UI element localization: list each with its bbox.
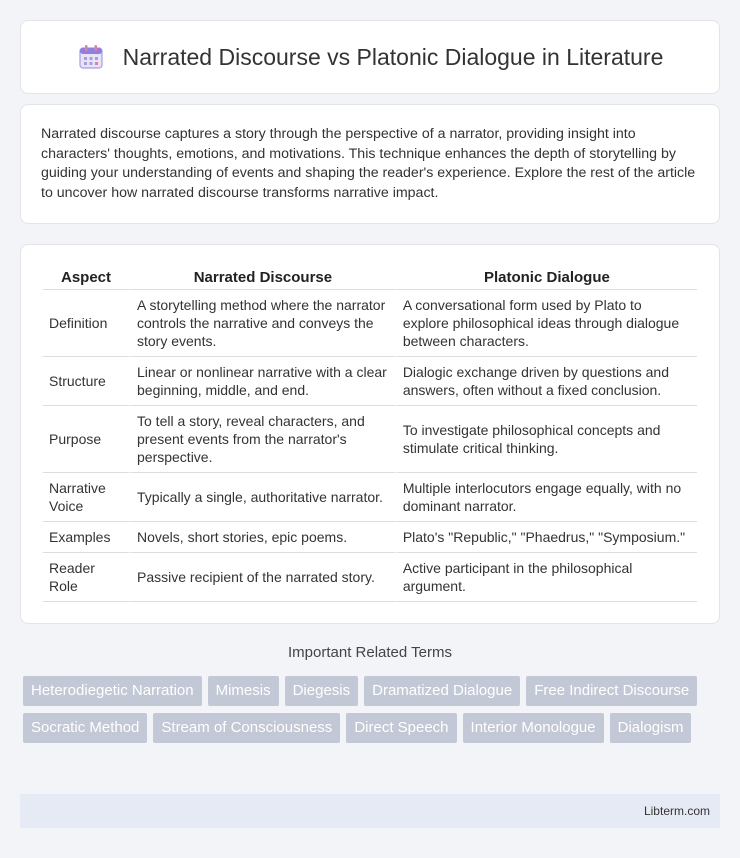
header-aspect: Aspect [43,267,129,290]
table-row [43,406,697,473]
tag-diegesis[interactable]: Diegesis [285,676,359,706]
comparison-table [43,267,697,602]
row-narrated: Typically a single, authoritative narrator. [129,473,395,522]
tag-interior-monologue[interactable]: Interior Monologue [463,713,604,743]
tag-free-indirect-discourse[interactable]: Free Indirect Discourse [526,676,697,706]
row-aspect: Structure [43,357,129,406]
tag-dialogism[interactable]: Dialogism [610,713,692,743]
related-terms-title: Important Related Terms [288,644,452,661]
tag-direct-speech[interactable]: Direct Speech [346,713,456,743]
related-terms-list [23,676,723,743]
tag-heterodiegetic-narration[interactable]: Heterodiegetic Narration [23,676,202,706]
row-platonic: Plato's "Republic," "Phaedrus," "Symposium." [395,522,697,553]
row-platonic: Active participant in the philosophical argument. [395,553,697,602]
row-platonic: To investigate philosophical concepts and stimulate critical thinking. [395,406,697,473]
row-narrated: Passive recipient of the narrated story. [129,553,395,602]
row-narrated: A storytelling method where the narrator controls the narrative and conveys the story events. [129,290,395,357]
intro-text: Narrated discourse captures a story through the perspective of a narrator, providing insight into characters' thoughts, emotions, and motivations. This technique enhances the depth of storytelling by guiding your understanding of events and shaping the reader's experience. Explore the rest of the article to uncover how narrated discourse transforms narrative impact. [41,126,696,201]
footer [20,794,720,828]
row-platonic: Multiple interlocutors engage equally, with no dominant narrator. [395,473,697,522]
tag-mimesis[interactable]: Mimesis [208,676,279,706]
row-aspect: Narrative Voice [43,473,129,522]
row-narrated: Novels, short stories, epic poems. [129,522,395,553]
row-platonic: A conversational form used by Plato to explore philosophical ideas through dialogue between characters. [395,290,697,357]
table-row [43,357,697,406]
row-platonic: Dialogic exchange driven by questions and answers, often without a fixed conclusion. [395,357,697,406]
title-card [20,20,720,94]
header-platonic-dialogue: Platonic Dialogue [395,267,697,290]
calendar-icon [77,43,105,71]
row-aspect: Definition [43,290,129,357]
header-narrated-discourse: Narrated Discourse [129,267,395,290]
tag-stream-of-consciousness[interactable]: Stream of Consciousness [153,713,340,743]
footer-site-link[interactable]: Libterm.com [643,804,710,818]
table-header-row [43,267,697,290]
tag-dramatized-dialogue[interactable]: Dramatized Dialogue [364,676,520,706]
page-title: Narrated Discourse vs Platonic Dialogue in Literature [122,43,664,70]
table-row [43,473,697,522]
row-aspect: Purpose [43,406,129,473]
row-aspect: Reader Role [43,553,129,602]
table-row [43,290,697,357]
comparison-table-card [20,244,720,624]
table-row [43,553,697,602]
tag-socratic-method[interactable]: Socratic Method [23,713,147,743]
row-narrated: To tell a story, reveal characters, and present events from the narrator's perspective. [129,406,395,473]
intro-card [20,104,720,224]
row-narrated: Linear or nonlinear narrative with a clear beginning, middle, and end. [129,357,395,406]
table-row [43,522,697,553]
row-aspect: Examples [43,522,129,553]
